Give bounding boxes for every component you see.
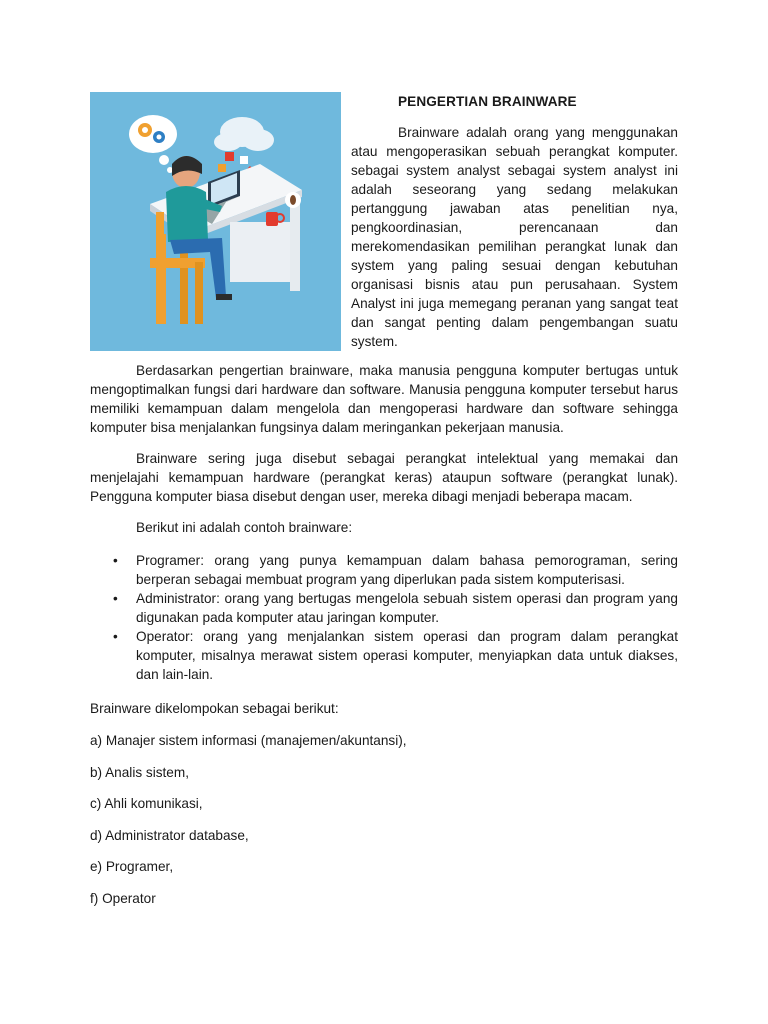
page-title: PENGERTIAN BRAINWARE	[398, 94, 577, 109]
group-item: e) Programer,	[90, 859, 174, 874]
body-paragraph: Berikut ini adalah contoh brainware:	[136, 520, 353, 535]
list-item: • Operator: orang yang menjalankan sistem operasi dan program dalam perangkat komputer, misalnya merawat sistem operasi komputer, menyiapkan data untuk diakses, dan lain-lain.	[90, 627, 678, 684]
brainware-examples-list	[90, 551, 678, 684]
group-item: f) Operator	[90, 891, 156, 906]
list-item: • Programer: orang yang punya kemampuan dalam bahasa pemorograman, sering berperan sebagai membuat program yang diperlukan pada sistem komputerisasi.	[90, 551, 678, 589]
person-at-computer-icon	[90, 92, 341, 351]
group-item: b) Analis sistem,	[90, 765, 189, 780]
list-item: • Administrator: orang yang bertugas mengelola sebuah sistem operasi dan program yang digunakan pada komputer atau jaringan komputer.	[90, 589, 678, 627]
groups-heading: Brainware dikelompokan sebagai berikut:	[90, 701, 339, 716]
group-item: d) Administrator database,	[90, 828, 249, 843]
group-item: a) Manajer sistem informasi (manajemen/akuntansi),	[90, 733, 407, 748]
body-paragraph: Brainware sering juga disebut sebagai perangkat intelektual yang memakai dan menjelajahi kemampuan hardware (perangkat keras) ataupun software (perangkat lunak). Pengguna komputer biasa disebut dengan user, mereka dibagi menjadi beberapa macam.	[90, 451, 678, 504]
group-item: c) Ahli komunikasi,	[90, 796, 203, 811]
intro-paragraph: Brainware adalah orang yang menggunakan atau mengoperasikan sebuah perangkat komputer. sebagai system analyst sebagai system analyst ini adalah seseorang yang sedang melakukan pertanggung jawaban atas penelitian nya, pengkoordinasian, perencanaan dan merekomendasikan pemilihan perangkat lunak dan system yang paling sesuai dengan kebutuhan organisasi bisnis atau pun perusahaan. System Analyst ini juga memegang peranan yang sangat teat dan sangat penting dalam pengembangan suatu system.	[351, 125, 678, 349]
body-paragraph: Berdasarkan pengertian brainware, maka manusia pengguna komputer bertugas untuk mengoptimalkan fungsi dari hardware dan software. Manusia pengguna komputer tersebut harus memiliki kemampuan dalam mengelola dan mengoperasi hardware dan software sehingga komputer bisa menjalankan fungsinya dalam meringankan pekerjaan manusia.	[90, 363, 678, 435]
brainware-illustration	[90, 92, 341, 351]
